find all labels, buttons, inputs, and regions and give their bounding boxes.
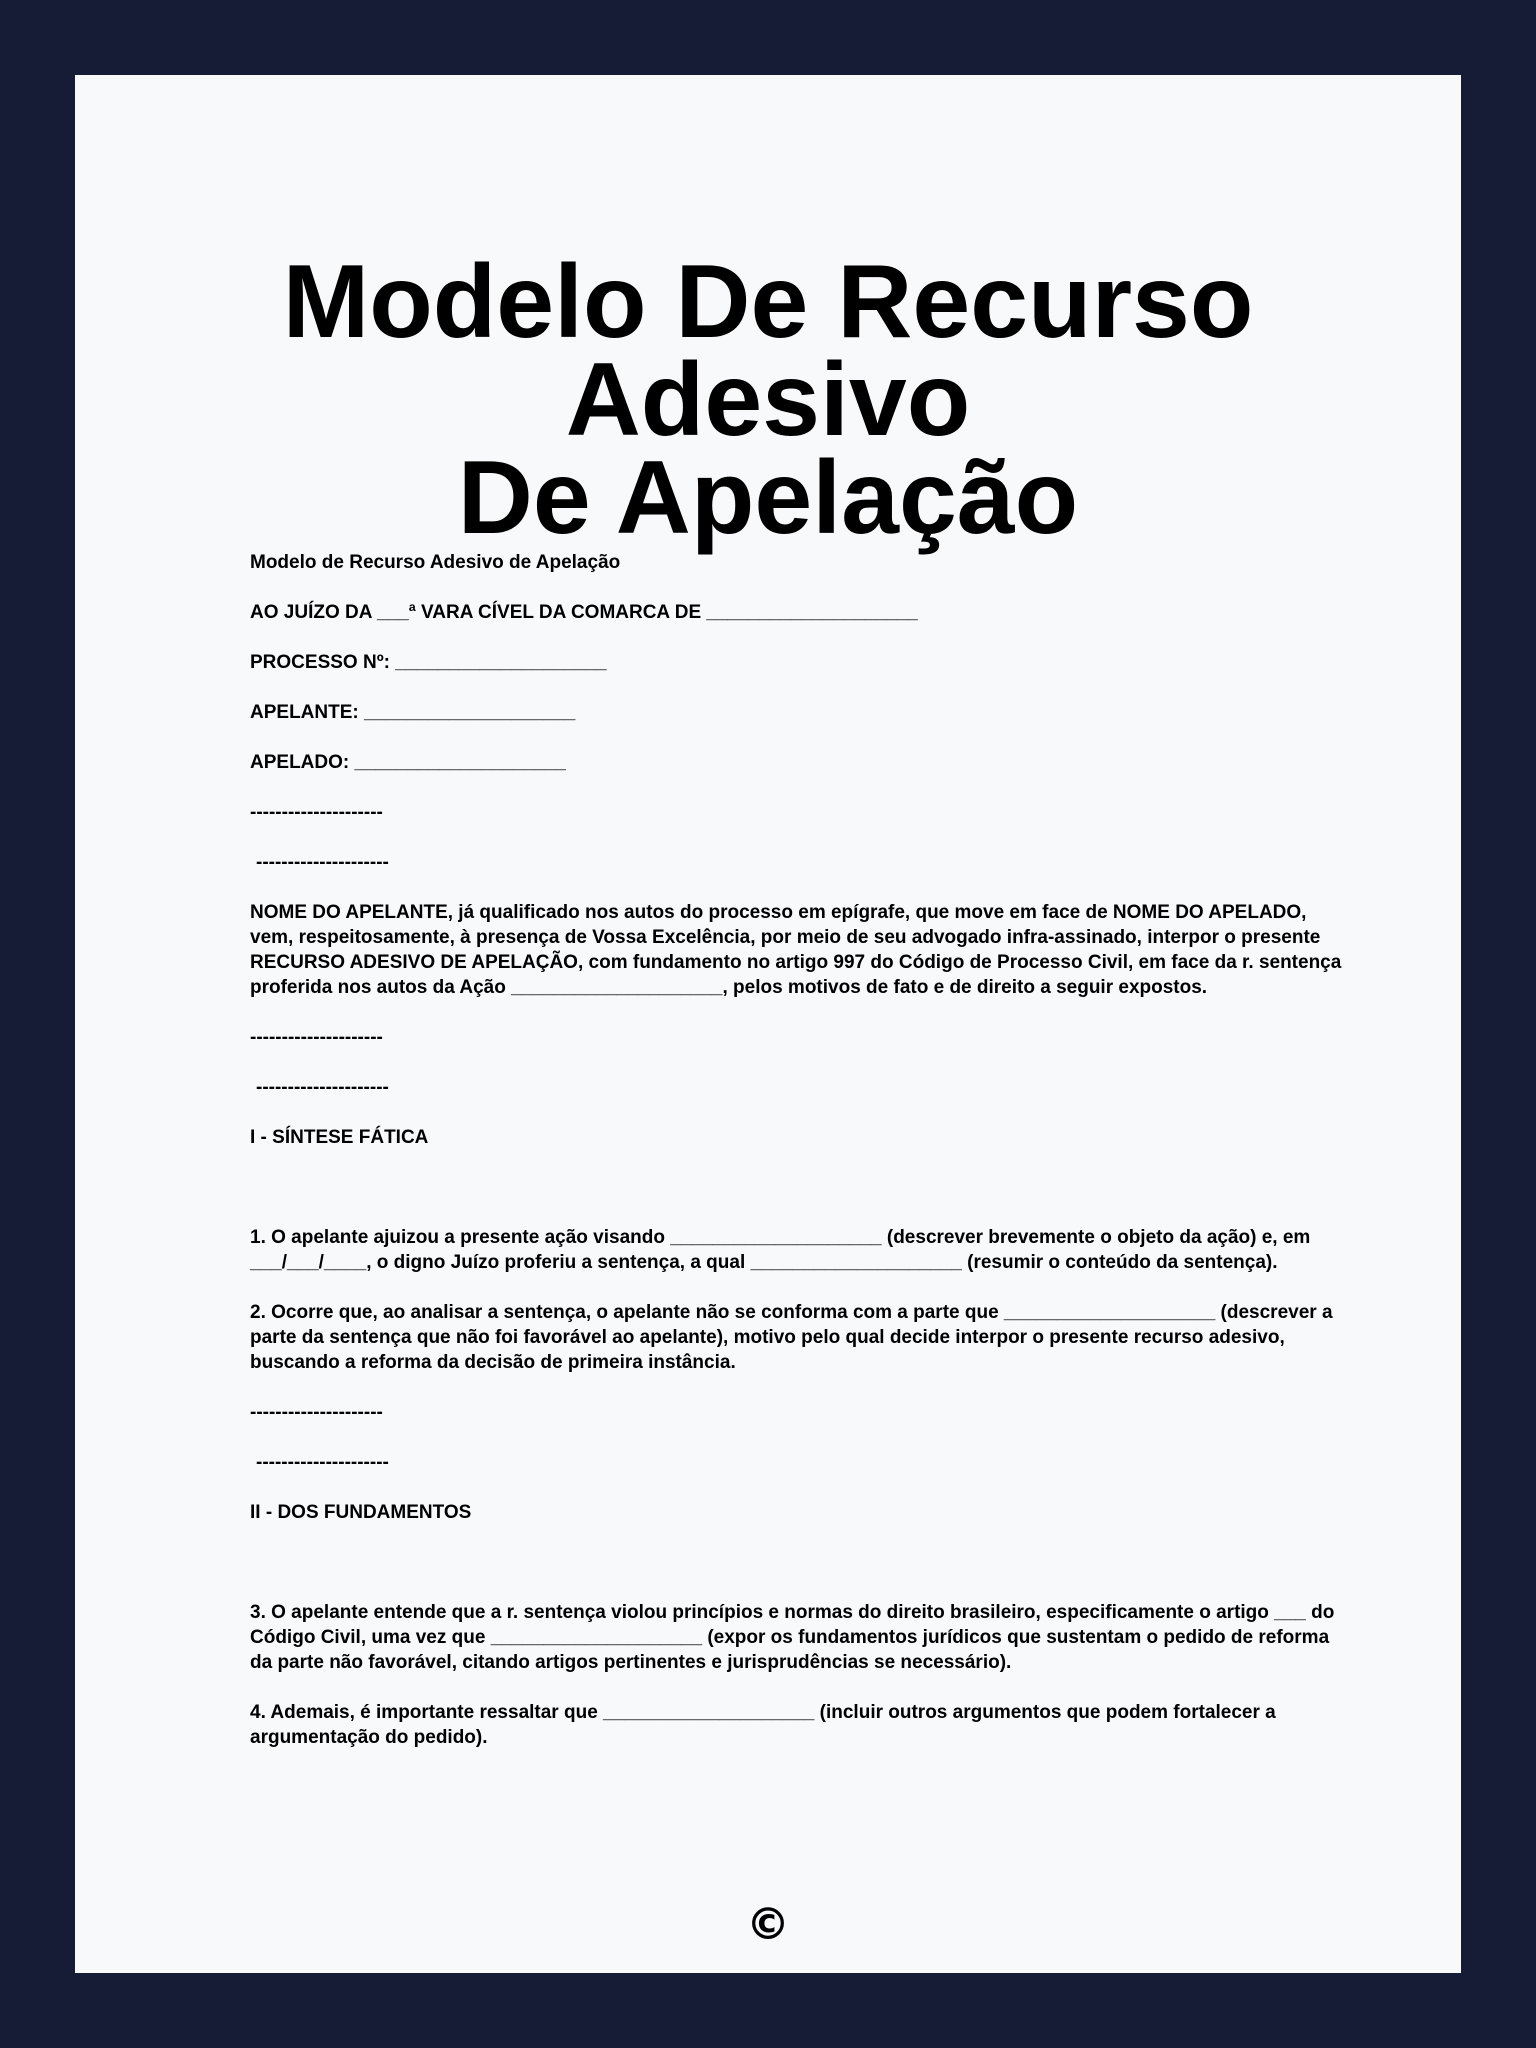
appellant-line: APELANTE: ____________________ bbox=[250, 702, 576, 723]
separator-indented: --------------------- bbox=[256, 1452, 389, 1473]
paragraph-item-1: 1. O apelante ajuizou a presente ação visando ____________________ (descrever brevemente o objeto da ação) e, em ___/___/____, o digno Juízo proferiu a sentença, a qual ____________________ (resumir o conteúdo da sentença). bbox=[250, 1227, 1311, 1273]
copyright-icon: © bbox=[746, 1899, 790, 1950]
intro-paragraph: NOME DO APELANTE, já qualificado nos autos do processo em epígrafe, que move em face de NOME DO APELADO, vem, respeitosamente, à presença de Vossa Excelência, por meio de seu advogado infra-assinado, interpor o presente RECURSO ADESIVO DE APELAÇÃO, com fundamento no artigo 997 do Código de Processo Civil, em face da r. sentença proferida nos autos da Ação ____________________, pelos motivos de fato e de direito a seguir expostos. bbox=[250, 902, 1342, 998]
process-line: PROCESSO Nº: ____________________ bbox=[250, 652, 607, 673]
section-title-fundamentos: II - DOS FUNDAMENTOS bbox=[250, 1502, 472, 1523]
page-title-line-1: Modelo De Recurso Adesivo bbox=[282, 244, 1254, 458]
paragraph-item-3: 3. O apelante entende que a r. sentença violou princípios e normas do direito brasileiro, especificamente o artigo ___ do Código Civil, uma vez que ____________________ (expor os fundamentos jurídicos que sustentam o pedido de reforma da parte não favorável, citando artigos pertinentes e jurisprudências se necessário). bbox=[250, 1602, 1335, 1673]
page-title bbox=[75, 244, 1461, 556]
separator: --------------------- bbox=[250, 1027, 383, 1048]
paragraph-item-4: 4. Ademais, é importante ressaltar que ____________________ (incluir outros argumentos que podem fortalecer a argumentação do pedido). bbox=[250, 1702, 1276, 1748]
document-body bbox=[250, 550, 1350, 1775]
page-title-line-2: De Apelação bbox=[457, 440, 1079, 556]
separator-indented: --------------------- bbox=[256, 1077, 389, 1098]
paragraph-item-2: 2. Ocorre que, ao analisar a sentença, o apelante não se conforma com a parte que ____________________ (descrever a parte da sentença que não foi favorável ao apelante), motivo pelo qual decide interpor o presente recurso adesivo, buscando a reforma da decisão de primeira instância. bbox=[250, 1302, 1333, 1373]
appellee-line: APELADO: ____________________ bbox=[250, 752, 566, 773]
document-page bbox=[75, 75, 1461, 1973]
document-heading: Modelo de Recurso Adesivo de Apelação bbox=[250, 552, 621, 573]
separator: --------------------- bbox=[250, 802, 383, 823]
separator-indented: --------------------- bbox=[256, 852, 389, 873]
court-line: AO JUÍZO DA ___ª VARA CÍVEL DA COMARCA DE ____________________ bbox=[250, 602, 918, 623]
section-title-sintese: I - SÍNTESE FÁTICA bbox=[250, 1127, 429, 1148]
separator: --------------------- bbox=[250, 1402, 383, 1423]
